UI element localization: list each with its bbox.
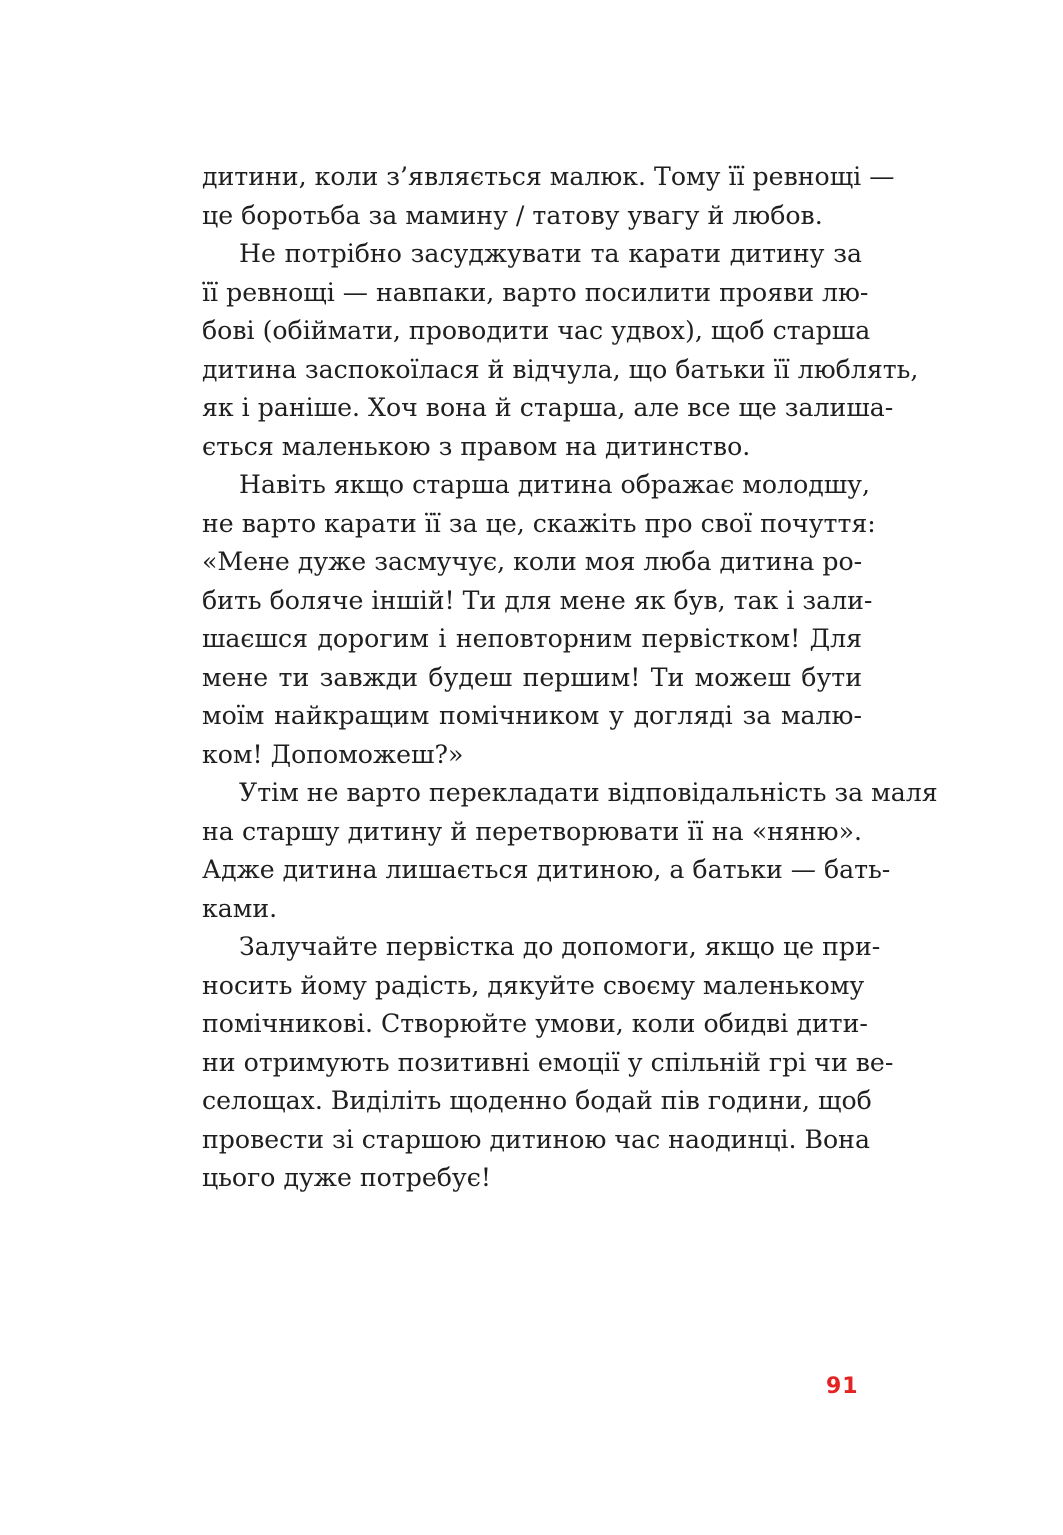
text-line: ками.	[202, 893, 278, 923]
text-line: це боротьба за мамину / татову увагу й любов.	[202, 200, 823, 230]
text-line: помічникові. Створюйте умови, коли обидві дити-	[202, 1009, 868, 1038]
text-line: селощах. Виділіть щоденно бодай пів години, щоб	[202, 1086, 872, 1115]
text-line: на старшу дитину й перетворювати її на «няню».	[202, 816, 862, 846]
text-line: Навіть якщо старша дитина ображає молодшу,	[239, 470, 870, 499]
paragraph-4	[202, 774, 938, 928]
text-line: її ревнощі — навпаки, варто посилити прояви лю-	[202, 277, 869, 307]
text-line: моїм найкращим помічником у догляді за малю-	[202, 701, 862, 730]
paragraph-5	[202, 928, 894, 1198]
text-line: Утім не варто перекладати відповідальність за маля	[239, 778, 938, 807]
text-line: Адже дитина лишається дитиною, а батьки — бать-	[202, 855, 891, 884]
text-line: дитини, коли з’являється малюк. Тому її ревнощі —	[202, 162, 895, 191]
text-line: провести зі старшою дитиною час наодинці. Вона	[202, 1124, 870, 1154]
text-line: «Мене дуже засмучує, коли моя люба дитина ро-	[202, 547, 863, 576]
text-line: ється маленькою з правом на дитинство.	[202, 431, 751, 461]
page-number: 91	[826, 1374, 859, 1399]
text-line: носить йому радість, дякуйте своєму маленькому	[202, 970, 865, 1000]
text-line: як і раніше. Хоч вона й старша, але все ще залиша-	[202, 393, 894, 422]
text-line: шаєшся дорогим і неповторним первістком! Для	[202, 624, 862, 653]
text-line: Не потрібно засуджувати та карати дитину за	[239, 239, 862, 268]
paragraph-2	[202, 235, 919, 466]
text-line: бить боляче іншій! Ти для мене як був, так і зали-	[202, 585, 873, 615]
text-line: бові (обіймати, проводити час удвох), щоб старша	[202, 316, 871, 345]
text-line: мене ти завжди будеш першим! Ти можеш бути	[202, 662, 862, 692]
text-line: цього дуже потребує!	[202, 1163, 491, 1192]
paragraph-1	[202, 158, 895, 235]
text-line: ком! Допоможеш?»	[202, 739, 464, 769]
body-text	[202, 158, 938, 1198]
text-line: Залучайте первістка до допомоги, якщо це при-	[239, 932, 881, 961]
paragraph-3	[202, 466, 876, 774]
text-line: дитина заспокоїлася й відчула, що батьки її люблять,	[202, 354, 919, 384]
text-line: ни отримують позитивні емоції у спільній грі чи ве-	[202, 1047, 894, 1077]
text-line: не варто карати її за це, скажіть про свої почуття:	[202, 508, 876, 538]
